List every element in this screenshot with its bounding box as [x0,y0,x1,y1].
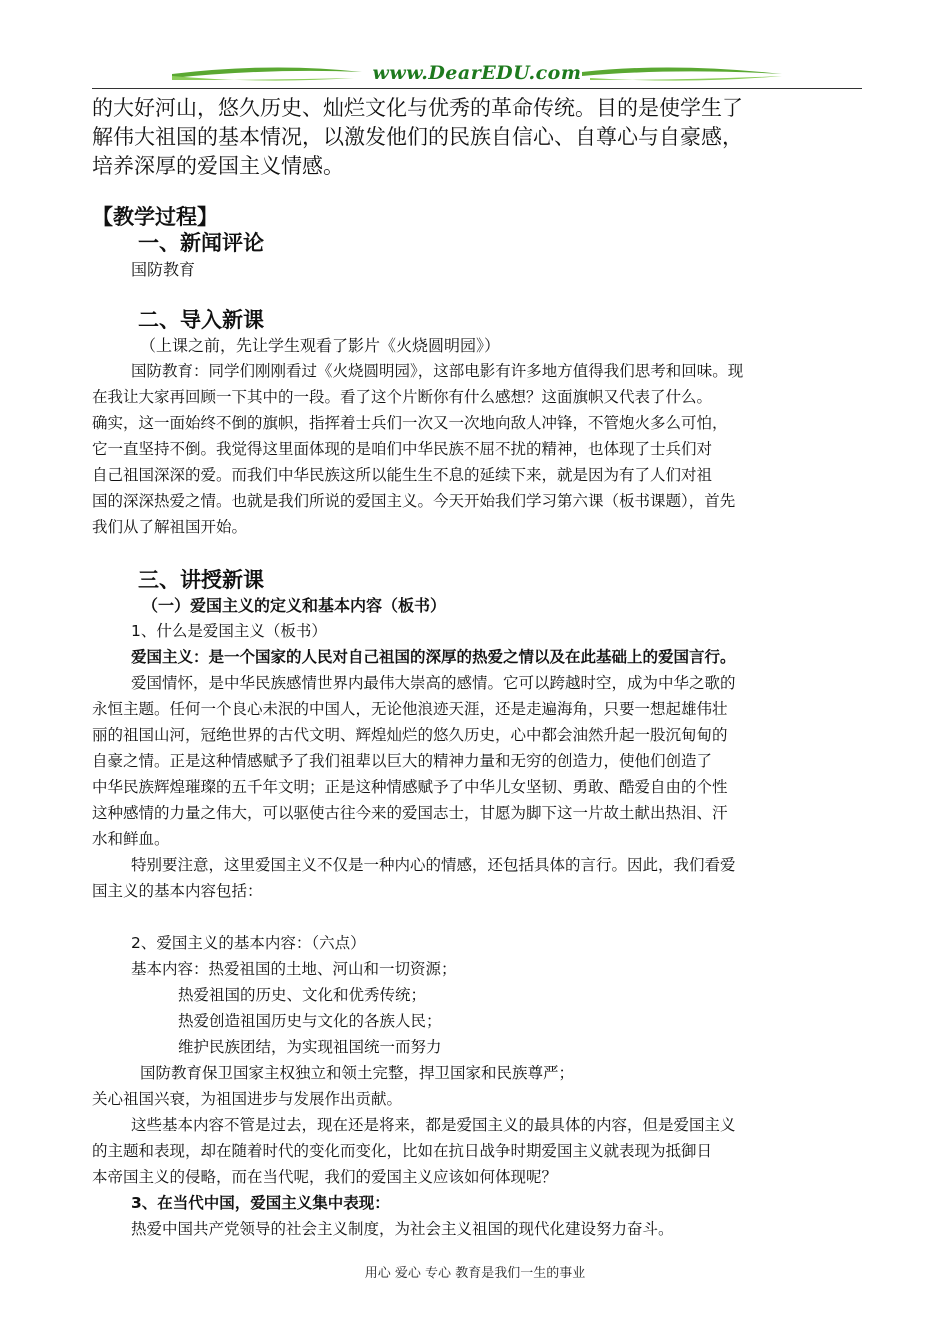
header-rule [92,88,862,89]
section2-paragraph-line: 在我让大家再回顾一下其中的一段。看了这个片断你有什么感想？这面旗帜又代表了什么。 [92,388,713,406]
section3-paragraph-line: 丽的祖国山河，冠绝世界的古代文明、辉煌灿烂的悠久历史，心中都会油然升起一股沉甸甸的 [92,726,728,744]
section2-note: （上课之前，先让学生观看了影片《火烧圆明园》） [140,336,501,355]
section3-paragraph-line: 永恒主题。任何一个良心未泯的中国人，无论他浪迹天涯，还是走遍海角，只要一想起雄伟壮 [92,700,728,718]
section3-paragraph-line: 自豪之情。正是这种情感赋予了我们祖辈以巨大的精神力量和无穷的创造力，使他们创造了 [92,752,713,770]
section2-paragraph-line: 它一直坚持不倒。我觉得这里面体现的是咱们中华民族不屈不扰的精神，也体现了士兵们对 [92,440,713,458]
content-list-item: 维护民族团结，为实现祖国统一而努力 [178,1038,442,1056]
section3-paragraph-line: 爱国情怀，是中华民族感情世界内最伟大崇高的感情。它可以跨越时空，成为中华之歌的 [131,674,736,692]
section2-heading: 二、导入新课 [138,308,264,332]
section3-paragraph-line: 特别要注意，这里爱国主义不仅是一种内心的情感，还包括具体的言行。因此，我们看爱 [131,856,736,874]
section3-paragraph-line: 这种感情的力量之伟大，可以驱使古往今来的爱国志士，甘愿为脚下这一片故土献出热泪、汗 [92,804,728,822]
content-list-item: 基本内容：热爱祖国的土地、河山和一切资源； [131,960,457,978]
section2-paragraph-line: 我们从了解祖国开始。 [92,518,248,536]
content-list-item: 关心祖国兴衰，为祖国进步与发展作出贡献。 [92,1090,403,1108]
section1-heading: 一、新闻评论 [138,231,264,255]
site-header [92,58,862,92]
section1-text: 国防教育 [131,260,196,279]
section3-heading: 三、讲授新课 [138,568,264,592]
section3-paragraph-line: 这些基本内容不管是过去，现在还是将来，都是爱国主义的最具体的内容，但是爱国主义 [131,1116,736,1134]
content-list-item: 热爱祖国的历史、文化和优秀传统； [178,986,427,1004]
intro-line: 培养深厚的爱国主义情感。 [92,154,344,178]
section3-paragraph-line: 国主义的基本内容包括： [92,882,263,900]
intro-line: 解伟大祖国的基本情况，以激发他们的民族自信心、自尊心与自豪感， [92,125,743,149]
section2-paragraph-line: 自己祖国深深的爱。而我们中华民族这所以能生生不息的延续下来，就是因为有了人们对祖 [92,466,713,484]
page-footer: 用心 爱心 专心 教育是我们一生的事业 [364,1266,586,1281]
section3-paragraph-line: 水和鲜血。 [92,830,170,848]
section3-paragraph-line: 中华民族辉煌璀璨的五千年文明；正是这种情感赋予了中华儿女坚韧、勇敢、酷爱自由的个性 [92,778,728,796]
section3-paragraph-line: 本帝国主义的侵略，而在当代呢，我们的爱国主义应该如何体现呢？ [92,1168,558,1186]
section3-subheading: （一）爱国主义的定义和基本内容（板书） [142,596,447,615]
section2-paragraph-line: 国防教育：同学们刚刚看过《火烧圆明园》，这部电影有许多地方值得我们思考和回味。现 [131,362,744,380]
section2-paragraph-line: 国的深深热爱之情。也就是我们所说的爱国主义。今天开始我们学习第六课（板书课题），首先 [92,492,736,510]
section2-paragraph-line: 确实，这一面始终不倒的旗帜，指挥着士兵们一次又一次地向敌人冲锋，不管炮火多么可怕， [92,414,728,432]
content-list-item: 国防教育保卫国家主权独立和领土完整，捍卫国家和民族尊严； [140,1064,575,1082]
section3-paragraph-line: 的主题和表现，却在随着时代的变化而变化，比如在抗日战争时期爱国主义就表现为抵御日 [92,1142,713,1160]
question2-heading: 2、爱国主义的基本内容：（六点） [131,934,366,952]
question3-text: 热爱中国共产党领导的社会主义制度，为社会主义祖国的现代化建设努力奋斗。 [131,1220,674,1238]
process-heading: 【教学过程】 [92,205,218,229]
patriotism-definition: 爱国主义：是一个国家的人民对自己祖国的深厚的热爱之情以及在此基础上的爱国言行。 [131,648,736,666]
question3-heading: 3、在当代中国，爱国主义集中表现： [131,1194,390,1212]
intro-line: 的大好河山，悠久历史、灿烂文化与优秀的革命传统。目的是使学生了 [92,96,743,120]
content-list-item: 热爱创造祖国历史与文化的各族人民； [178,1012,442,1030]
site-url: www.DearEDU.com [372,62,582,84]
question1-heading: 1、什么是爱国主义（板书） [131,622,327,640]
